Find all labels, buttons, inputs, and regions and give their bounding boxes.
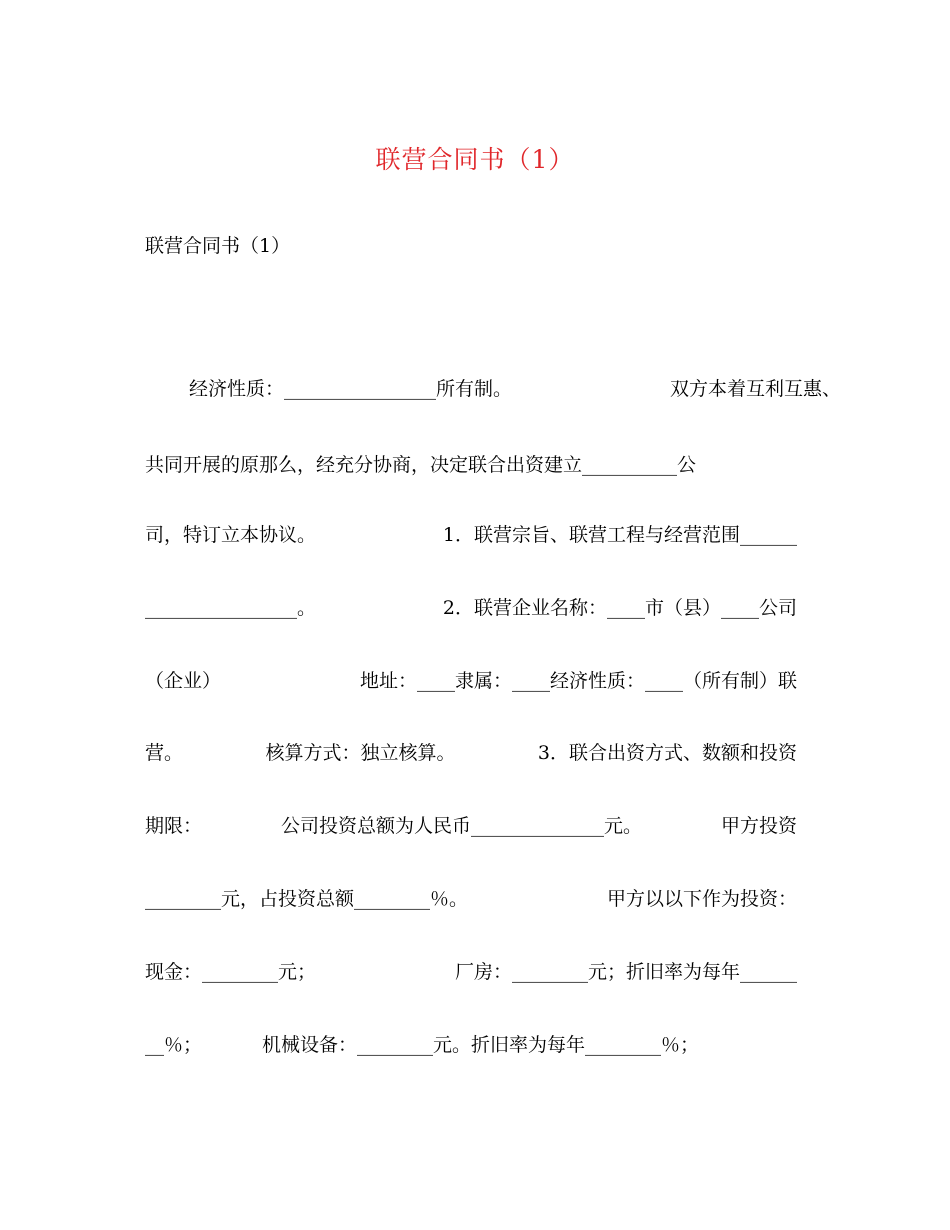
line-10-seg-1: __％；	[145, 1034, 203, 1056]
line-4-seg-2: 2．联营企业名称：____市（县）____公司	[442, 597, 797, 619]
line-3-seg-2: 1．联营宗旨、联营工程与经营范围______	[442, 524, 797, 546]
line-3-seg-1: 司，特订立本协议。	[145, 524, 317, 546]
body-line-9	[145, 958, 797, 986]
line-9-seg-1: 现金：________元；	[145, 961, 317, 983]
body-line-2	[145, 451, 797, 479]
line-1-seg-1: 经济性质：________________所有制。	[189, 378, 513, 400]
line-8-seg-2: 甲方以以下作为投资：	[606, 888, 797, 910]
line-5-seg-2: 地址：____隶属：____经济性质：____（所有制）联	[359, 670, 797, 692]
body-line-10	[145, 1031, 797, 1059]
document-subtitle: 联营合同书（1）	[145, 235, 291, 257]
body-line-3	[145, 521, 797, 549]
body-line-6	[145, 739, 797, 767]
line-10-seg-2: 机械设备：________元。折旧率为每年________％；	[262, 1034, 700, 1056]
body-line-7	[145, 812, 797, 840]
body-line-5	[145, 667, 797, 695]
document-title: 联营合同书（1）	[375, 145, 575, 174]
line-1-seg-2: 双方本着互利互惠、	[669, 378, 841, 400]
line-7-seg-2: 公司投资总额为人民币______________元。	[280, 815, 642, 837]
body-line-1	[145, 375, 841, 403]
line-6-seg-1: 营。	[145, 742, 184, 764]
line-6-seg-3: 3．联合出资方式、数额和投资	[537, 742, 797, 764]
line-7-seg-3: 甲方投资	[720, 815, 797, 837]
line-5-seg-1: （企业）	[145, 670, 222, 692]
body-line-8	[145, 885, 797, 913]
line-6-seg-2: 核算方式：独立核算。	[265, 742, 456, 764]
line-2-seg-1: 共同开展的原那么，经充分协商，决定联合出资建立__________公	[145, 454, 697, 476]
line-8-seg-1: ________元，占投资总额________％。	[145, 888, 469, 910]
line-7-seg-1: 期限：	[145, 815, 203, 837]
line-4-seg-1: ________________。	[145, 597, 317, 619]
line-9-seg-2: 厂房：________元；折旧率为每年______	[454, 961, 797, 983]
body-line-4	[145, 594, 797, 622]
